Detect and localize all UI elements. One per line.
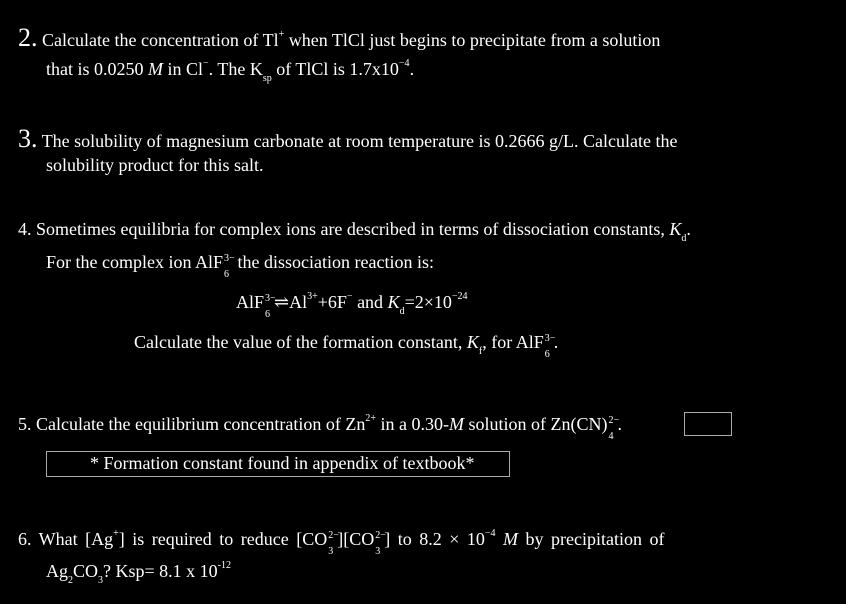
q4-eq-charge xyxy=(264,293,276,320)
q4-line4 xyxy=(134,331,559,360)
q5-zncn-charge xyxy=(608,415,620,442)
q5-highlight-box xyxy=(684,412,732,436)
q2-text-1a: Calculate the concentration of Tl xyxy=(42,30,279,50)
q4-eq-kd: K xyxy=(387,292,400,312)
q6-ag-charge: + xyxy=(113,528,119,539)
q2-text-2c: . The K xyxy=(208,59,263,79)
q4-text-4end: . xyxy=(553,332,559,352)
q6-co3-charge-1 xyxy=(327,530,339,557)
q6-text-1a: 6. What [Ag xyxy=(18,529,114,549)
q2-cl-charge: − xyxy=(203,58,209,69)
q2-line1 xyxy=(18,23,661,52)
q4-text-2b: the dissociation reaction is: xyxy=(233,252,434,272)
q6-co3-sup-2: 2− xyxy=(375,530,386,541)
q6-co3-subscript: 3 xyxy=(98,575,104,586)
q4-alf6-sub: 6 xyxy=(224,269,229,280)
q2-line2 xyxy=(46,58,415,84)
q4-eq-al-charge: 3+ xyxy=(307,291,318,302)
q4-eq-and: and xyxy=(352,292,388,312)
q6-ag2-subscript: 2 xyxy=(68,575,73,586)
q6-text-1f: by precipitation of xyxy=(518,529,665,549)
q6-text-1e xyxy=(496,529,504,549)
q4-text-4b: , for AlF xyxy=(482,332,544,352)
q6-co3-sub-1: 3 xyxy=(328,546,334,557)
q6-text-2c: ? Ksp= 8.1 x 10 xyxy=(103,561,218,581)
q4-eq-value: =2×10 xyxy=(404,292,452,312)
q4-kf-symbol: K xyxy=(466,332,479,352)
q3-text-2: solubility product for this salt. xyxy=(46,155,264,175)
q5-zn-charge: 2+ xyxy=(365,413,377,424)
q2-text-1b: when TlCl just begins to precipitate from a solution xyxy=(284,30,661,50)
q4-eq-sup: 3− xyxy=(265,293,276,304)
q6-text-1d: ] to 8.2 × 10 xyxy=(384,529,485,549)
q5-text-1a: 5. Calculate the equilibrium concentration of Zn xyxy=(18,414,366,434)
q5-text-1b: in a 0.30- xyxy=(376,414,450,434)
q4-eq-sub: 6 xyxy=(265,309,271,320)
q3-line2 xyxy=(46,154,264,176)
q4-text-2a: For the complex ion AlF xyxy=(46,252,223,272)
q5-zncn-sub: 4 xyxy=(608,431,614,442)
q2-number: 2. xyxy=(18,23,38,52)
q6-line1 xyxy=(18,528,665,557)
q4-line4-sup: 3− xyxy=(544,333,556,344)
q5-molar-unit: M xyxy=(449,414,465,434)
q5-note xyxy=(90,452,474,474)
q4-kd-subscript: d xyxy=(681,233,687,244)
q2-text-2a: that is 0.0250 xyxy=(46,59,148,79)
q6-text-2a: Ag xyxy=(46,561,68,581)
q4-line1 xyxy=(18,218,691,244)
q5-line1 xyxy=(18,413,623,442)
q5-zncn-sup: 2− xyxy=(608,415,620,426)
q6-co3-sup-1: 2− xyxy=(328,530,339,541)
equilibrium-arrow-icon: ⇌ xyxy=(274,292,290,312)
q4-eq-kd-sub: d xyxy=(399,306,405,317)
q4-eq-alf: AlF xyxy=(236,292,265,312)
q6-co3-sub-2: 3 xyxy=(375,546,381,557)
q2-text-2e: . xyxy=(409,59,415,79)
q6-molar-unit: M xyxy=(503,529,519,549)
q4-line4-sub: 6 xyxy=(544,349,550,360)
q6-line2 xyxy=(46,560,232,586)
q6-text-1c: ][CO xyxy=(337,529,375,549)
q6-text-1b: ] is required to reduce [CO xyxy=(118,529,328,549)
q4-kf-subscript: f xyxy=(478,346,483,357)
q6-ksp-exponent: -12 xyxy=(217,560,232,571)
q4-eq-f: +6F xyxy=(317,292,347,312)
q2-exponent: −4 xyxy=(398,58,410,69)
q6-text-2b: CO xyxy=(73,561,99,581)
q2-text-2b: in Cl xyxy=(163,59,204,79)
q4-line4-charge xyxy=(544,333,556,360)
q4-eq-exponent: −24 xyxy=(451,291,468,302)
q2-text-2d: of TlCl is 1.7x10 xyxy=(271,59,399,79)
q3-number: 3. xyxy=(18,124,38,153)
q4-kd-symbol: K xyxy=(669,219,682,239)
q2-ksp-subscript: sp xyxy=(262,73,272,84)
q2-tl-charge: + xyxy=(278,29,285,40)
q4-eq-f-charge: − xyxy=(346,291,353,302)
q4-text-4a: Calculate the value of the formation constant, xyxy=(134,332,467,352)
q5-note-text: * Formation constant found in appendix of textbook* xyxy=(90,453,475,473)
q5-text-1end: . xyxy=(617,414,623,434)
q2-molar-unit: M xyxy=(148,59,163,79)
q6-co3-charge-2 xyxy=(374,530,386,557)
q6-exponent: −4 xyxy=(484,528,496,539)
q4-equation xyxy=(236,291,468,320)
q3-line1 xyxy=(18,124,678,153)
q5-text-1c: solution of Zn(CN) xyxy=(464,414,608,434)
q4-text-1a: 4. Sometimes equilibria for complex ions are described in terms of dissociation constants, xyxy=(18,219,670,239)
q4-text-1end: . xyxy=(686,219,691,239)
q4-line2 xyxy=(46,251,434,280)
q4-alf6-charge xyxy=(223,253,235,280)
q3-text-1: The solubility of magnesium carbonate at room temperature is 0.2666 g/L. Calculate the xyxy=(41,131,678,151)
q4-alf6-sup: 3− xyxy=(224,253,235,264)
q4-eq-al: Al xyxy=(289,292,308,312)
